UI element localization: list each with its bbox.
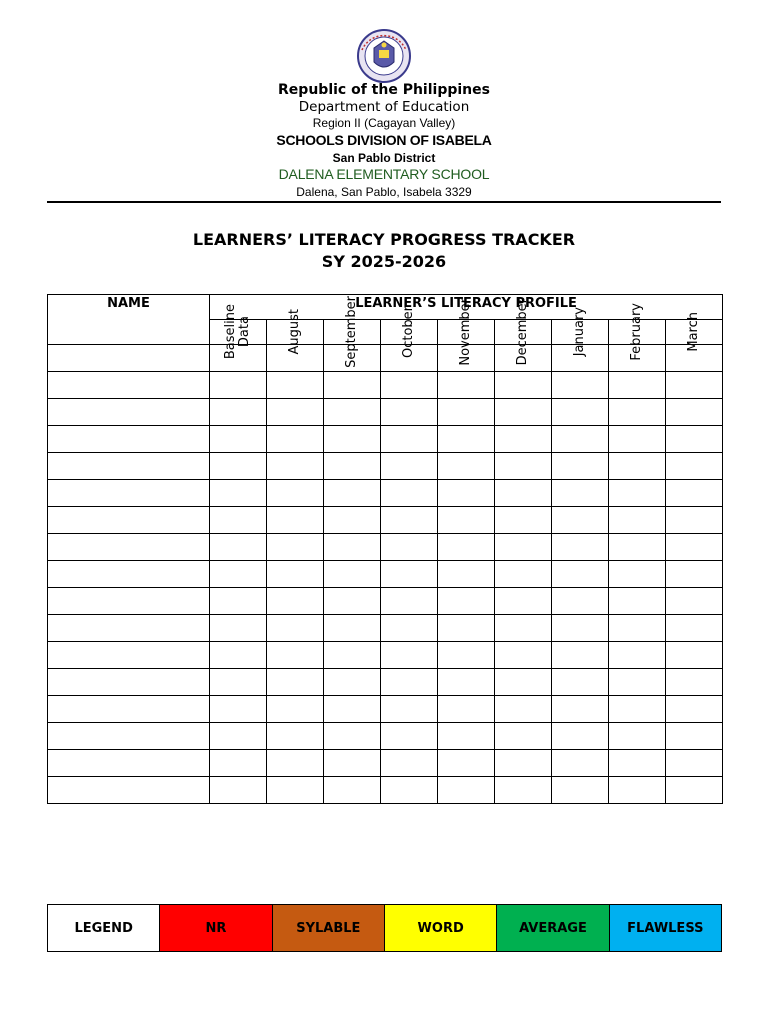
progress-cell[interactable] bbox=[552, 480, 609, 507]
progress-cell[interactable] bbox=[324, 723, 381, 750]
learner-name-cell[interactable] bbox=[48, 426, 210, 453]
progress-cell[interactable] bbox=[666, 696, 723, 723]
district-heading: San Pablo District bbox=[332, 151, 436, 165]
table-row bbox=[48, 588, 723, 615]
table-row bbox=[48, 642, 723, 669]
progress-cell[interactable] bbox=[495, 480, 552, 507]
legend-item-average: AVERAGE bbox=[497, 905, 609, 952]
progress-cell[interactable] bbox=[267, 750, 324, 777]
progress-cell[interactable] bbox=[609, 696, 666, 723]
table-row bbox=[48, 561, 723, 588]
month-label: August bbox=[287, 309, 302, 355]
progress-cell[interactable] bbox=[495, 426, 552, 453]
progress-cell[interactable] bbox=[495, 750, 552, 777]
learner-name-cell[interactable] bbox=[48, 453, 210, 480]
progress-cell[interactable] bbox=[324, 534, 381, 561]
progress-cell[interactable] bbox=[666, 399, 723, 426]
progress-cell[interactable] bbox=[552, 561, 609, 588]
progress-cell[interactable] bbox=[267, 642, 324, 669]
month-label: January bbox=[572, 307, 587, 357]
progress-cell[interactable] bbox=[609, 507, 666, 534]
learner-name-cell[interactable] bbox=[48, 615, 210, 642]
progress-cell[interactable] bbox=[552, 399, 609, 426]
division-heading: SCHOOLS DIVISION OF ISABELA bbox=[276, 132, 492, 148]
learner-name-cell[interactable] bbox=[48, 480, 210, 507]
progress-cell[interactable] bbox=[381, 507, 438, 534]
progress-cell[interactable] bbox=[552, 507, 609, 534]
progress-cell[interactable] bbox=[609, 534, 666, 561]
progress-cell[interactable] bbox=[438, 669, 495, 696]
progress-cell[interactable] bbox=[381, 426, 438, 453]
progress-cell[interactable] bbox=[495, 561, 552, 588]
learner-name-cell[interactable] bbox=[48, 561, 210, 588]
progress-cell[interactable] bbox=[609, 669, 666, 696]
progress-cell[interactable] bbox=[666, 588, 723, 615]
deped-seal bbox=[352, 28, 416, 84]
progress-cell[interactable] bbox=[210, 696, 267, 723]
progress-cell[interactable] bbox=[324, 561, 381, 588]
progress-cell[interactable] bbox=[381, 534, 438, 561]
progress-cell[interactable] bbox=[495, 642, 552, 669]
month-column-header bbox=[609, 303, 666, 361]
region-heading: Region II (Cagayan Valley) bbox=[312, 116, 456, 130]
legend-item-word: WORD bbox=[384, 905, 496, 952]
progress-cell[interactable] bbox=[210, 372, 267, 399]
table-row bbox=[48, 696, 723, 723]
month-column-header bbox=[267, 309, 324, 355]
month-label: September bbox=[344, 296, 359, 368]
learner-name-cell[interactable] bbox=[48, 507, 210, 534]
month-column-header bbox=[381, 305, 438, 359]
progress-cell[interactable] bbox=[438, 561, 495, 588]
progress-cell[interactable] bbox=[381, 399, 438, 426]
learner-name-cell[interactable] bbox=[48, 777, 210, 804]
school-year: SY 2025-2026 bbox=[321, 252, 447, 271]
progress-cell[interactable] bbox=[267, 615, 324, 642]
table-row bbox=[48, 669, 723, 696]
progress-cell[interactable] bbox=[552, 534, 609, 561]
table-row bbox=[48, 372, 723, 399]
header-divider bbox=[47, 201, 721, 203]
progress-cell[interactable] bbox=[438, 453, 495, 480]
month-column-header bbox=[438, 298, 495, 366]
progress-cell[interactable] bbox=[267, 561, 324, 588]
progress-cell[interactable] bbox=[495, 372, 552, 399]
progress-cell[interactable] bbox=[324, 480, 381, 507]
progress-cell[interactable] bbox=[666, 669, 723, 696]
learner-name-cell[interactable] bbox=[48, 534, 210, 561]
progress-cell[interactable] bbox=[324, 642, 381, 669]
table-row bbox=[48, 480, 723, 507]
month-column-header bbox=[210, 304, 267, 360]
month-label: March bbox=[686, 312, 702, 352]
progress-cell[interactable] bbox=[609, 777, 666, 804]
learner-name-cell[interactable] bbox=[48, 345, 210, 372]
progress-cell[interactable] bbox=[210, 723, 267, 750]
month-column-header bbox=[552, 307, 609, 357]
progress-cell[interactable] bbox=[267, 696, 324, 723]
progress-cell[interactable] bbox=[609, 372, 666, 399]
progress-cell[interactable] bbox=[552, 669, 609, 696]
progress-cell[interactable] bbox=[438, 507, 495, 534]
progress-cell[interactable] bbox=[267, 669, 324, 696]
school-address: Dalena, San Pablo, Isabela 3329 bbox=[296, 185, 472, 199]
progress-cell[interactable] bbox=[438, 696, 495, 723]
progress-cell[interactable] bbox=[552, 588, 609, 615]
progress-cell[interactable] bbox=[666, 750, 723, 777]
learner-name-cell[interactable] bbox=[48, 372, 210, 399]
learner-name-cell[interactable] bbox=[48, 723, 210, 750]
progress-cell[interactable] bbox=[495, 669, 552, 696]
legend-item-flawless: FLAWLESS bbox=[609, 905, 721, 952]
progress-cell[interactable] bbox=[381, 453, 438, 480]
progress-cell[interactable] bbox=[381, 615, 438, 642]
progress-cell[interactable] bbox=[381, 642, 438, 669]
progress-cell[interactable] bbox=[666, 453, 723, 480]
progress-cell[interactable] bbox=[609, 480, 666, 507]
tracker-body bbox=[48, 345, 723, 804]
month-column-header bbox=[495, 298, 552, 366]
progress-cell[interactable] bbox=[666, 534, 723, 561]
progress-cell[interactable] bbox=[495, 534, 552, 561]
progress-cell[interactable] bbox=[609, 750, 666, 777]
progress-cell[interactable] bbox=[438, 372, 495, 399]
progress-cell[interactable] bbox=[495, 399, 552, 426]
progress-cell[interactable] bbox=[324, 372, 381, 399]
learner-name-cell[interactable] bbox=[48, 696, 210, 723]
progress-cell[interactable] bbox=[666, 561, 723, 588]
table-row bbox=[48, 750, 723, 777]
progress-cell[interactable] bbox=[438, 723, 495, 750]
progress-cell[interactable] bbox=[438, 777, 495, 804]
learner-name-cell[interactable] bbox=[48, 642, 210, 669]
progress-cell[interactable] bbox=[609, 561, 666, 588]
progress-cell[interactable] bbox=[210, 561, 267, 588]
month-column-header bbox=[324, 296, 381, 368]
progress-cell[interactable] bbox=[552, 750, 609, 777]
tracker-table bbox=[47, 294, 723, 804]
progress-cell[interactable] bbox=[609, 642, 666, 669]
progress-cell[interactable] bbox=[210, 669, 267, 696]
progress-cell[interactable] bbox=[609, 426, 666, 453]
progress-cell[interactable] bbox=[666, 777, 723, 804]
progress-cell[interactable] bbox=[210, 507, 267, 534]
progress-cell[interactable] bbox=[438, 534, 495, 561]
progress-cell[interactable] bbox=[552, 777, 609, 804]
progress-cell[interactable] bbox=[267, 399, 324, 426]
table-row bbox=[48, 345, 723, 372]
progress-cell[interactable] bbox=[438, 426, 495, 453]
progress-cell[interactable] bbox=[666, 480, 723, 507]
progress-cell[interactable] bbox=[324, 750, 381, 777]
progress-cell[interactable] bbox=[495, 696, 552, 723]
progress-cell[interactable] bbox=[381, 723, 438, 750]
progress-cell[interactable] bbox=[552, 696, 609, 723]
progress-cell[interactable] bbox=[210, 426, 267, 453]
progress-cell[interactable] bbox=[666, 507, 723, 534]
progress-cell[interactable] bbox=[552, 426, 609, 453]
progress-cell[interactable] bbox=[210, 588, 267, 615]
progress-cell[interactable] bbox=[381, 669, 438, 696]
progress-cell[interactable] bbox=[552, 615, 609, 642]
progress-cell[interactable] bbox=[324, 426, 381, 453]
progress-cell[interactable] bbox=[438, 642, 495, 669]
learner-name-cell[interactable] bbox=[48, 750, 210, 777]
document-title: LEARNERS’ LITERACY PROGRESS TRACKER bbox=[192, 230, 576, 249]
progress-cell[interactable] bbox=[438, 588, 495, 615]
progress-cell[interactable] bbox=[267, 453, 324, 480]
progress-cell[interactable] bbox=[381, 561, 438, 588]
learner-name-cell[interactable] bbox=[48, 669, 210, 696]
legend-item-nr: NR bbox=[160, 905, 272, 952]
month-label: February bbox=[629, 303, 644, 361]
school-name: DALENA ELEMENTARY SCHOOL bbox=[278, 166, 490, 182]
progress-cell[interactable] bbox=[267, 588, 324, 615]
progress-cell[interactable] bbox=[381, 588, 438, 615]
progress-cell[interactable] bbox=[666, 723, 723, 750]
table-row bbox=[48, 777, 723, 804]
progress-cell[interactable] bbox=[210, 534, 267, 561]
progress-cell[interactable] bbox=[666, 372, 723, 399]
progress-cell[interactable] bbox=[267, 777, 324, 804]
progress-cell[interactable] bbox=[438, 615, 495, 642]
progress-cell[interactable] bbox=[609, 588, 666, 615]
progress-cell[interactable] bbox=[381, 777, 438, 804]
progress-cell[interactable] bbox=[267, 372, 324, 399]
month-label: October bbox=[401, 305, 416, 359]
progress-cell[interactable] bbox=[324, 399, 381, 426]
progress-cell[interactable] bbox=[324, 507, 381, 534]
table-row bbox=[48, 723, 723, 750]
progress-cell[interactable] bbox=[210, 642, 267, 669]
progress-cell[interactable] bbox=[267, 480, 324, 507]
progress-cell[interactable] bbox=[324, 669, 381, 696]
progress-cell[interactable] bbox=[552, 453, 609, 480]
profile-column-header: LEARNER’S LITERACY PROFILE bbox=[210, 295, 723, 320]
progress-cell[interactable] bbox=[210, 399, 267, 426]
progress-cell[interactable] bbox=[438, 750, 495, 777]
progress-cell[interactable] bbox=[609, 453, 666, 480]
progress-cell[interactable] bbox=[381, 696, 438, 723]
progress-cell[interactable] bbox=[324, 453, 381, 480]
progress-cell[interactable] bbox=[495, 507, 552, 534]
progress-cell[interactable] bbox=[495, 723, 552, 750]
legend-table bbox=[47, 904, 722, 952]
progress-cell[interactable] bbox=[552, 723, 609, 750]
month-column-header bbox=[666, 312, 723, 352]
legend-row bbox=[48, 905, 722, 952]
table-row bbox=[48, 426, 723, 453]
progress-cell[interactable] bbox=[438, 480, 495, 507]
progress-cell[interactable] bbox=[495, 453, 552, 480]
progress-cell[interactable] bbox=[267, 534, 324, 561]
progress-cell[interactable] bbox=[609, 615, 666, 642]
republic-heading: Republic of the Philippines bbox=[278, 82, 490, 98]
legend-item-sylable: SYLABLE bbox=[272, 905, 384, 952]
progress-cell[interactable] bbox=[210, 777, 267, 804]
progress-cell[interactable] bbox=[210, 750, 267, 777]
month-label: December bbox=[515, 298, 530, 366]
progress-cell[interactable] bbox=[609, 723, 666, 750]
progress-cell[interactable] bbox=[666, 642, 723, 669]
department-heading: Department of Education bbox=[298, 99, 470, 115]
legend-item-legend: LEGEND bbox=[48, 905, 160, 952]
progress-cell[interactable] bbox=[267, 507, 324, 534]
progress-cell[interactable] bbox=[552, 372, 609, 399]
progress-cell[interactable] bbox=[552, 642, 609, 669]
table-row bbox=[48, 453, 723, 480]
progress-cell[interactable] bbox=[495, 588, 552, 615]
progress-cell[interactable] bbox=[210, 615, 267, 642]
month-label: Baseline Data bbox=[223, 304, 252, 360]
progress-cell[interactable] bbox=[210, 480, 267, 507]
progress-cell[interactable] bbox=[324, 588, 381, 615]
table-row bbox=[48, 615, 723, 642]
progress-cell[interactable] bbox=[267, 723, 324, 750]
table-row bbox=[48, 399, 723, 426]
progress-cell[interactable] bbox=[609, 399, 666, 426]
progress-cell[interactable] bbox=[381, 480, 438, 507]
progress-cell[interactable] bbox=[495, 777, 552, 804]
table-row bbox=[48, 534, 723, 561]
progress-cell[interactable] bbox=[324, 696, 381, 723]
progress-cell[interactable] bbox=[438, 399, 495, 426]
progress-cell[interactable] bbox=[666, 426, 723, 453]
learner-name-cell[interactable] bbox=[48, 399, 210, 426]
name-column-header: NAME bbox=[48, 295, 210, 345]
month-label: November bbox=[458, 298, 473, 366]
progress-cell[interactable] bbox=[210, 453, 267, 480]
progress-cell[interactable] bbox=[495, 615, 552, 642]
progress-cell[interactable] bbox=[267, 426, 324, 453]
progress-cell[interactable] bbox=[666, 615, 723, 642]
table-row bbox=[48, 507, 723, 534]
progress-cell[interactable] bbox=[381, 750, 438, 777]
progress-cell[interactable] bbox=[324, 615, 381, 642]
learner-name-cell[interactable] bbox=[48, 588, 210, 615]
progress-cell[interactable] bbox=[324, 777, 381, 804]
progress-cell[interactable] bbox=[381, 372, 438, 399]
